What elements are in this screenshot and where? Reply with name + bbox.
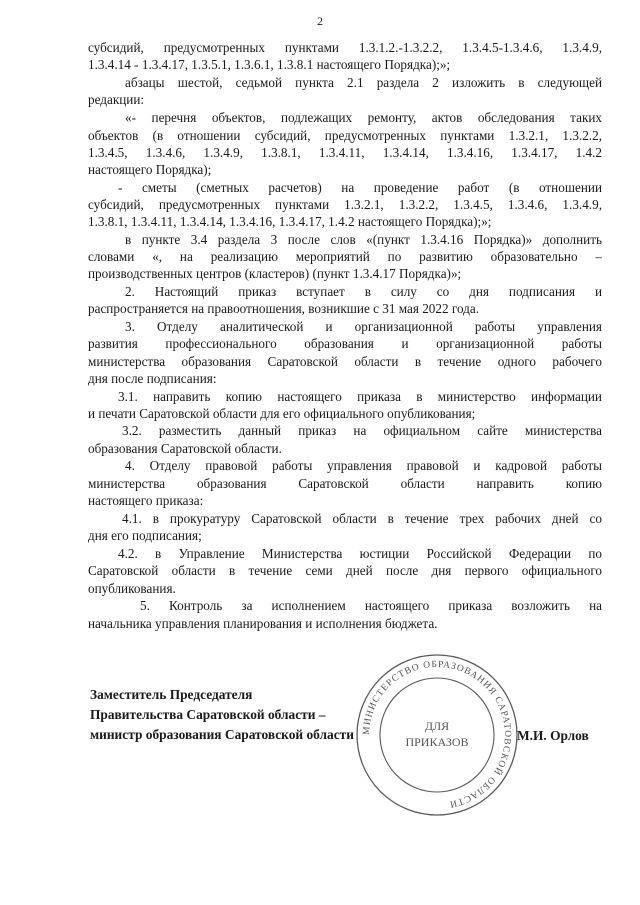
- body-line-24: образования Саратовской области.: [88, 441, 282, 456]
- signatory-title-line-1: Заместитель Председателя: [90, 687, 253, 702]
- body-line-34: начальника управления планирования и исполнения бюджета.: [88, 616, 438, 631]
- body-line-19: министерства образования Саратовской области в течение одного рабочего: [88, 354, 602, 369]
- stamp-center-line-2: ПРИКАЗОВ: [405, 735, 469, 749]
- body-line-16: распространяется на правоотношения, возникшие с 31 мая 2022 года.: [88, 301, 480, 316]
- body-line-27: настоящего приказа:: [88, 493, 204, 508]
- signatory-title-line-3: министр образования Саратовской области: [90, 727, 354, 742]
- page-number: 2: [317, 14, 323, 28]
- body-line-1: субсидий, предусмотренных пунктами 1.3.1.2.-1.3.2.2, 1.3.4.5-1.3.4.6, 1.3.4.9,: [88, 40, 602, 55]
- body-line-22: и печати Саратовской области для его официального опубликования;: [88, 406, 476, 421]
- body-line-21: 3.1. направить копию настоящего приказа в министерство информации: [118, 389, 602, 404]
- body-line-18: развития профессионального образования и организационной работы: [88, 336, 602, 351]
- signatory-name: М.И. Орлов: [517, 728, 589, 743]
- body-line-14: производственных центров (кластеров) (пункт 1.3.4.17 Порядка)»;: [88, 266, 462, 281]
- body-line-8: настоящего Порядка);: [88, 162, 212, 177]
- body-line-9: - сметы (сметных расчетов) на проведение работ (в отношении: [118, 180, 602, 195]
- body-line-6: объектов (в отношении субсидий, предусмотренных пунктами 1.3.2.1, 1.3.2.2,: [88, 128, 602, 143]
- body-line-29: дня его подписания;: [88, 528, 202, 543]
- official-stamp: [352, 650, 522, 820]
- body-line-23: 3.2. разместить данный приказ на официальном сайте министерства: [122, 423, 602, 438]
- body-line-12: в пункте 3.4 раздела 3 после слов «(пункт 1.3.4.16 Порядка)» дополнить: [125, 232, 602, 247]
- body-line-11: 1.3.8.1, 1.3.4.11, 1.3.4.14, 1.3.4.16, 1.3.4.17, 1.4.2 настоящего Порядка);»;: [88, 214, 492, 229]
- body-line-3: абзацы шестой, седьмой пункта 2.1 раздела 2 изложить в следующей: [125, 75, 602, 90]
- stamp-center-line-1: ДЛЯ: [424, 719, 450, 733]
- body-line-31: Саратовской области в течение семи дней после дня первого официального: [88, 563, 602, 578]
- body-line-28: 4.1. в прокуратуру Саратовской области в течение трех рабочих дней со: [122, 511, 602, 526]
- body-line-13: словами «, на реализацию мероприятий по развитию образовательно –: [88, 249, 602, 264]
- body-line-15: 2. Настоящий приказ вступает в силу со дня подписания и: [125, 284, 602, 299]
- body-line-17: 3. Отделу аналитической и организационной работы управления: [125, 319, 602, 334]
- body-line-4: редакции:: [88, 92, 145, 107]
- body-line-10: субсидий, предусмотренных пунктами 1.3.2.1, 1.3.2.2, 1.3.4.5, 1.3.4.6, 1.3.4.9,: [88, 197, 602, 212]
- body-line-5: «- перечня объектов, подлежащих ремонту, актов обследования таких: [125, 110, 602, 125]
- body-line-20: дня после подписания:: [88, 371, 217, 386]
- body-line-33: 5. Контроль за исполнением настоящего приказа возложить на: [140, 598, 602, 613]
- body-line-2: 1.3.4.14 - 1.3.4.17, 1.3.5.1, 1.3.6.1, 1.3.8.1 настоящего Порядка);»;: [88, 57, 451, 72]
- stamp-ring-textpath: МИНИСТЕРСТВО ОБРАЗОВАНИЯ САРАТОВСКОЙ ОБЛАСТИ: [361, 659, 513, 809]
- signatory-title-line-2: Правительства Саратовской области –: [90, 707, 326, 722]
- body-line-25: 4. Отделу правовой работы управления правовой и кадровой работы: [125, 458, 602, 473]
- body-line-32: опубликования.: [88, 581, 176, 596]
- body-line-30: 4.2. в Управление Министерства юстиции Российской Федерации по: [118, 546, 602, 561]
- body-line-7: 1.3.4.5, 1.3.4.6, 1.3.4.9, 1.3.8.1, 1.3.4.11, 1.3.4.14, 1.3.4.16, 1.3.4.17, 1.4.2: [88, 145, 602, 160]
- body-line-26: министерства образования Саратовской области направить копию: [88, 476, 602, 491]
